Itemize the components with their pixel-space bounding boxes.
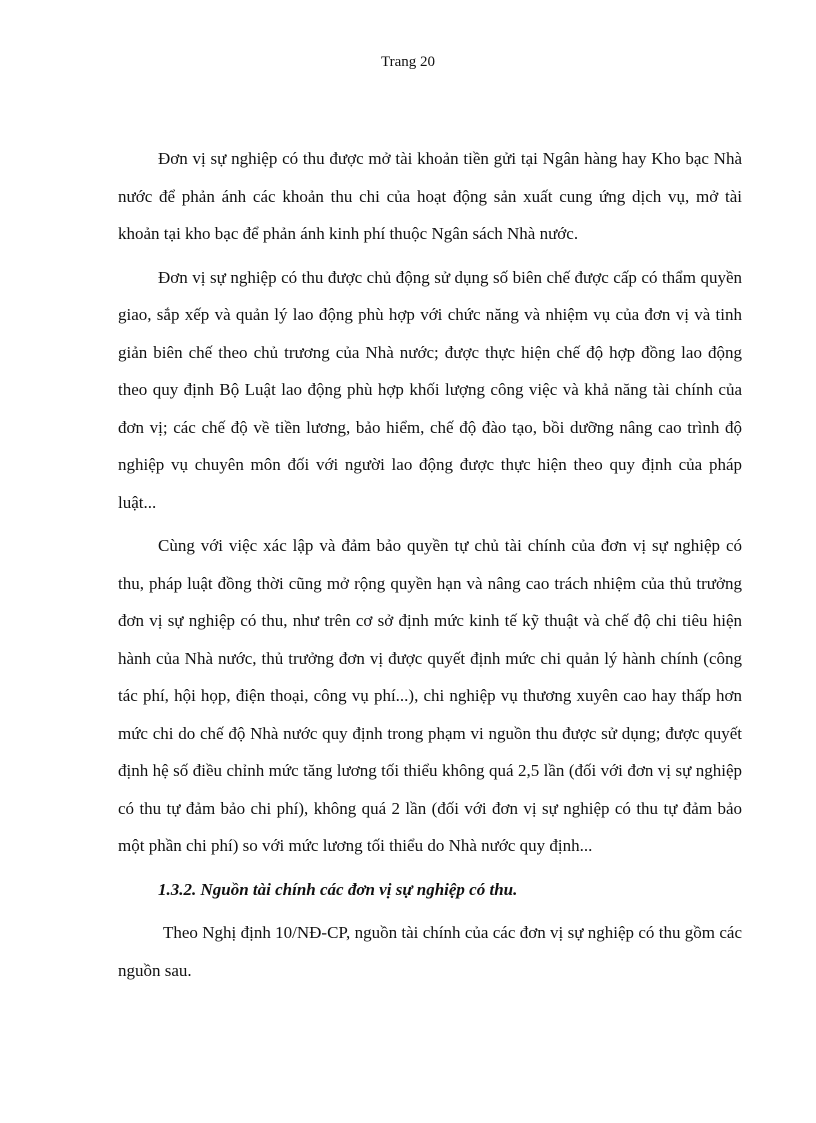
paragraph-staffing-autonomy: Đơn vị sự nghiệp có thu được chủ động sử dụng số biên chế được cấp có thẩm quyền giao, sắp xếp và quản lý lao động phù hợp với chức năng và nhiệm vụ của đơn vị và tinh giản biên chế theo chủ trương của Nhà nước; được thực hiện chế độ hợp đồng lao động theo quy định Bộ Luật lao động phù hợp khối lượng công việc và khả năng tài chính của đơn vị; các chế độ về tiền lương, bảo hiểm, chế độ đào tạo, bồi dưỡng nâng cao trình độ nghiệp vụ chuyên môn đối với người lao động được thực hiện theo quy định của pháp luật... [118,267,742,512]
document-body [118,140,742,989]
page-number-header: Trang 20 [380,54,436,70]
paragraph-funding-sources: Theo Nghị định 10/NĐ-CP, nguồn tài chính của các đơn vị sự nghiệp có thu gồm các nguồn sau. [118,923,742,980]
section-heading: 1.3.2. Nguồn tài chính các đơn vị sự nghiệp có thu. [158,879,518,899]
paragraph-financial-autonomy: Cùng với việc xác lập và đảm bảo quyền tự chủ tài chính của đơn vị sự nghiệp có thu, pháp luật đồng thời cũng mở rộng quyền hạn và nâng cao trách nhiệm của thủ trưởng đơn vị sự nghiệp có thu, như trên cơ sở định mức kinh tế kỹ thuật và chế độ chi tiêu hiện hành của Nhà nước, thủ trưởng đơn vị được quyết định mức chi quản lý hành chính (công tác phí, hội họp, điện thoại, công vụ phí...), chi nghiệp vụ thương xuyên cao hay thấp hơn mức chi do chế độ Nhà nước quy định trong phạm vi nguồn thu được sử dụng; được quyết định hệ số điều chỉnh mức tăng lương tối thiểu không quá 2,5 lần (đối với đơn vị sự nghiệp có thu tự đảm bảo chi phí), không quá 2 lần (đối với đơn vị sự nghiệp có thu tự đảm bảo một phần chi phí) so với mức lương tối thiểu do Nhà nước quy định... [118,536,742,855]
paragraph-bank-accounts: Đơn vị sự nghiệp có thu được mở tài khoản tiền gửi tại Ngân hàng hay Kho bạc Nhà nước để phản ánh các khoản thu chi của hoạt động sản xuất cung ứng dịch vụ, mở tài khoản tại kho bạc để phản ánh kinh phí thuộc Ngân sách Nhà nước. [118,149,742,243]
